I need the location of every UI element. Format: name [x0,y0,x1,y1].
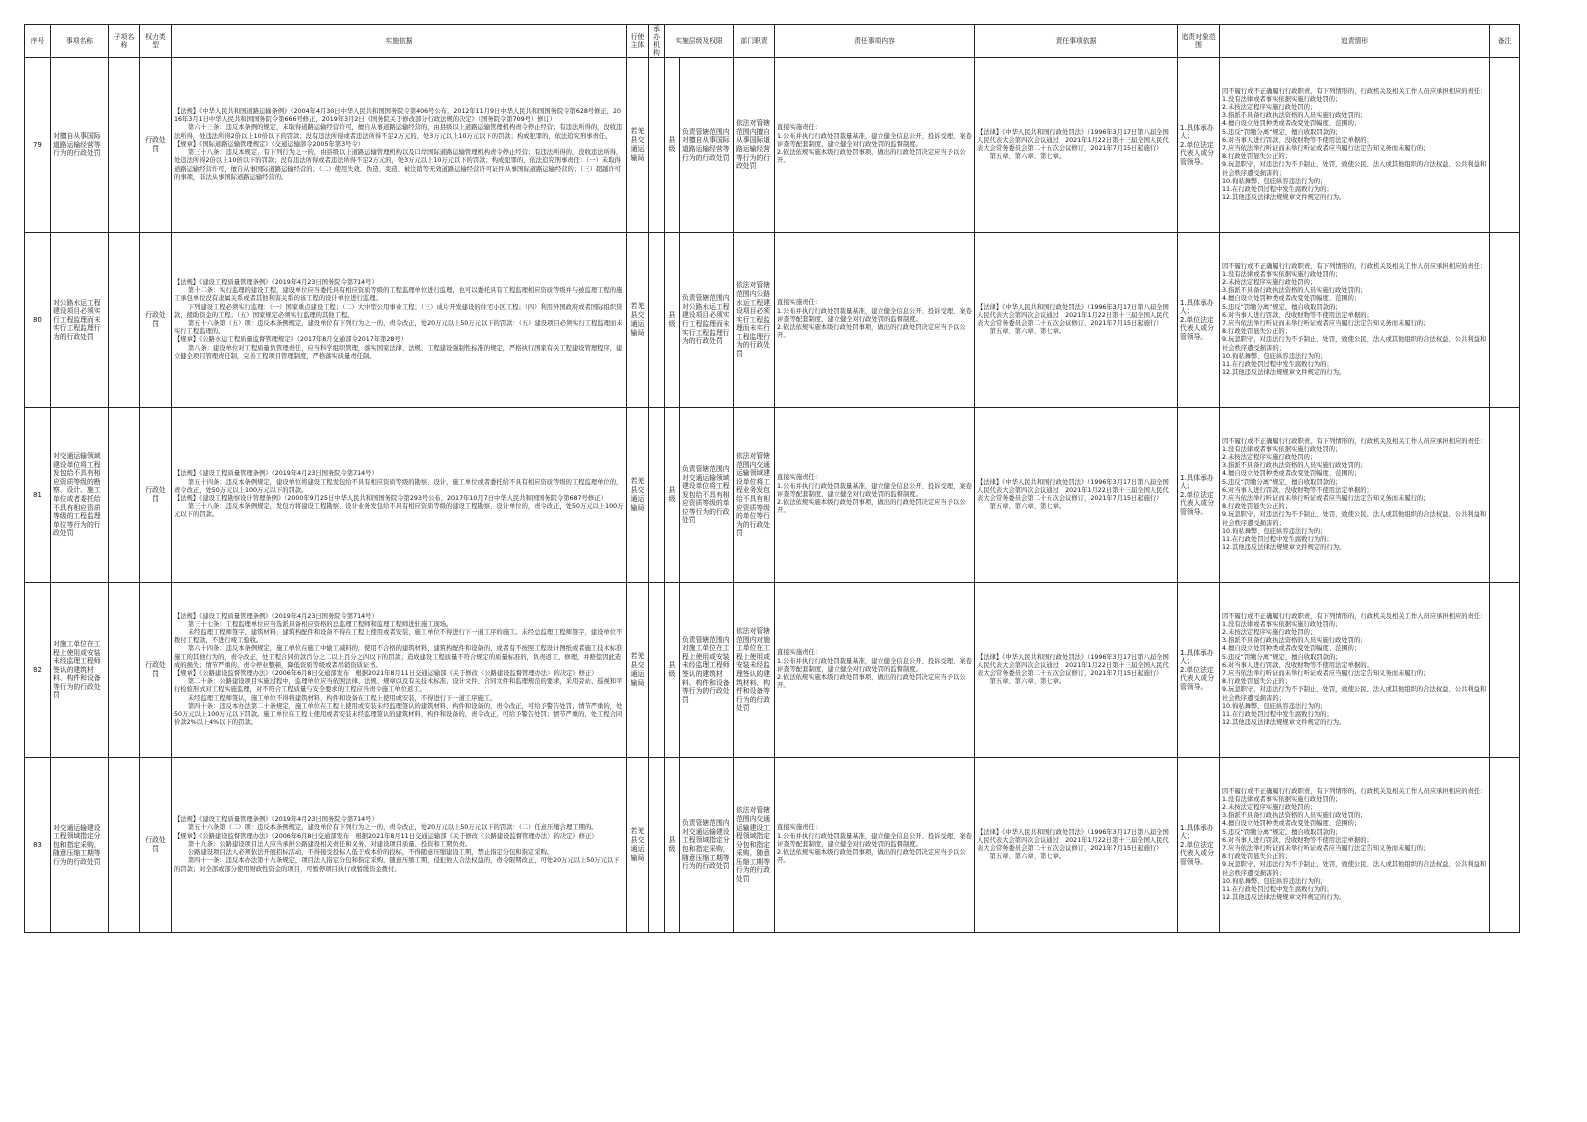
row-content: 直接实施责任： 1.公布并执行行政处罚裁量基准，建立健全信息公开、投诉受理、案卷评查等配套制度，建立健全对行政处罚的监督制度。 2.依法依规实施本级行政处罚事项，做出的行政处罚决定应当予以公开。 [775,583,975,758]
row-situation: 因不履行或不正确履行行政职责，有下列情形的，行政机关及相关工作人员应承担相应的责任： 1.没有法律或者事实依据实施行政处罚的； 2.未按法定程序实施行政处罚的； 3.指派不具备行政执法资格的人员实施行政处罚的； 4.擅自设立处罚种类或者改变处罚幅度、范围的； 5.违反“罚缴分离”规定，擅自收取罚款的； 6.对当事人进行罚款、没收财物等不使用法定单据的； 7.应当依法举行听证而未举行听证或者应当履行法定告知义务而未履行的； 8.行政处罚显失公正的； 9.玩忽职守，对违法行为不予制止、处罚，致使公民、法人或其他组织的合法权益、公共利益和社会秩序遭受损害的； 10.徇私舞弊、包庇纵容违法行为的； 11.在行政处罚过程中发生腐败行为的； 12.其他违反法律法规规章文件规定的行为。 [1220,758,1490,933]
header-subject: 行使主体 [627,25,649,58]
row-duty: 依法对管辖范围内交通运输领域建设单位将工程业务发包给不具有相应资质等级的单位等行为的行政处罚 [734,408,775,583]
row-scope: 1.具体承办人； 2.单位法定代表人或分管领导。 [1178,233,1220,408]
row-duty: 依法对管辖范围内公路水运工程建设项目必须实行工程监理而未实行工程监理行为的行政处罚 [734,233,775,408]
row-sub [109,58,140,233]
row-duty: 依法对管辖范围内对施工单位在工程上使用或安装未经监理签认的建筑材料、构件和设备等行为的行政处罚 [734,583,775,758]
basis-paragraph: 【规章】《国际道路运输管理规定》（交通运输部令2005年第3号令） [174,140,365,148]
basis-paragraph: 未经监理工程师签字，建筑材料、建筑构配件和设备不得在工程上使用或者安装，施工单位不得进行下一道工序的施工。未经总监理工程师签字，建设单位不拨付工程款，不进行竣工验收。 [174,628,623,645]
header-basis: 实施依据 [172,25,627,58]
row-seq: 82 [25,583,51,758]
table-row [25,583,1520,758]
row-scope: 1.具体承办人； 2.单位法定代表人或分管领导。 [1178,58,1220,233]
row-basis [172,58,627,233]
row-name: 对施工单位在工程上使用或安装未经监理工程师签认的建筑材料、构件和设备等行为的行政处罚 [51,583,109,758]
table-row [25,58,1520,233]
row-sub [109,408,140,583]
row-sub [109,583,140,758]
header-level: 实施层级及权限 [665,25,734,58]
row-sub [109,233,140,408]
basis-paragraph: 第十九条：公路建设项目法人应当承担公路建设相关责任和义务，对建设项目质量、投资和工期负责。 [187,840,472,848]
basis-paragraph: 【规章】《公路水运工程质量监督管理规定》（2017年8月交通部令2017年第28号） [174,336,407,344]
header-sub: 子项名称 [109,25,140,58]
row-power-type: 行政处罚 [140,233,172,408]
row-seq: 81 [25,408,51,583]
row-level-short: 县级 [665,233,680,408]
row-scope: 1.具体承办人； 2.单位法定代表人或分管领导。 [1178,408,1220,583]
row-level-short: 县级 [665,408,680,583]
row-name: 对交通运输领域建设单位将工程发包给不具有相应资质等级的勘察、设计、施工单位或者委托给不具有相应资质等级的工程监理单位等行为的行政处罚 [51,408,109,583]
table-row [25,233,1520,408]
row-name: 对交通运输建设工程领域指定分包和指定采购，随意压缩工期等行为的行政处罚 [51,758,109,933]
row-level-short: 县级 [665,758,680,933]
row-remark [1490,233,1520,408]
row-level: 负责管辖范围内对交通运输建设工程领域指定分包和指定采购，随意压缩工期等行为的行政处罚 [680,758,734,933]
row-power-type: 行政处罚 [140,58,172,233]
row-situation: 因不履行或不正确履行行政职责，有下列情形的，行政机关及相关工作人员应承担相应的责任： 1.没有法律或者事实依据实施行政处罚的； 2.未按法定程序实施行政处罚的； 3.指派不具备行政执法资格的人员实施行政处罚的； 4.擅自设立处罚种类或者改变处罚幅度、范围的； 5.违反“罚缴分离”规定，擅自收取罚款的； 6.对当事人进行罚款、没收财物等不使用法定单据的； 7.应当依法举行听证而未举行听证或者应当履行法定告知义务而未履行的； 8.行政处罚显失公正的； 9.玩忽职守，对违法行为不予制止、处罚，致使公民、法人或其他组织的合法权益、公共利益和社会秩序遭受损害的； 10.徇私舞弊、包庇纵容违法行为的； 11.在行政处罚过程中发生腐败行为的； 12.其他违反法律法规规章文件规定的行为。 [1220,408,1490,583]
row-basis [172,408,627,583]
responsibility-table [24,24,1520,933]
basis-paragraph: 【法规】《建设工程质量管理条例》（2019年4月23日国务院令第714号） [174,470,378,478]
row-resp-basis: 【法律】《中华人民共和国行政处罚法》（1996年3月17日第八届全国人民代表大会第四次会议通过 2021年1月22日第十三届全国人民代表大会常务委员会第二十五次会议修订，2021年7月15日起施行） 第五章、第六章、第七章。 [975,58,1178,233]
row-power-type: 行政处罚 [140,408,172,583]
row-subject: 若羌县交通运输局 [627,58,649,233]
header-content: 责任事项内容 [775,25,975,58]
row-org [649,758,665,933]
row-resp-basis: 【法律】《中华人民共和国行政处罚法》（1996年3月17日第八届全国人民代表大会第四次会议通过 2021年1月22日第十三届全国人民代表大会常务委员会第二十五次会议修订，2021年7月15日起施行） 第五章、第六章、第七章。 [975,233,1178,408]
basis-paragraph: 第三十八条：违反本条例规定，发包方将建设工程勘察、设计业务发包给不具有相应资质等级的建设工程勘察、设计单位的，责令改正，处50万元以上100万元以下的罚款。 [174,503,624,519]
row-subject: 若羌县交通运输局 [627,408,649,583]
row-level: 负责管辖范围内对公路水运工程建设项目必须实行工程监理而未实行工程监理行为的行政处罚 [680,233,734,408]
row-basis [172,583,627,758]
header-remark: 备注 [1490,25,1520,58]
basis-paragraph: 【法规】《中华人民共和国道路运输条例》（2004年4月30日中华人民共和国国务院令第406号公布，2012年11月9日中华人民共和国国务院令第628号修正，2016年3月1日中华人民共和国国务院令第666号修正，2019年3月2日《国务院关于修改部分行政法规的决定》（国务院令第709号）修订） [174,108,622,124]
basis-paragraph: 【法规】《建设工程质量管理条例》（2019年4月23日国务院令第714号） [174,816,378,824]
row-content: 直接实施责任： 1.公布并执行行政处罚裁量基准，建立健全信息公开、投诉受理、案卷评查等配套制度，建立健全对行政处罚的监督制度。 2.依法依规实施本级行政处罚事项，做出的行政处罚决定应当予以公开。 [775,233,975,408]
header-situation: 追责情形 [1220,25,1490,58]
basis-paragraph: 【法规】《建设工程质量管理条例》（2019年4月23日国务院令第714号） [174,612,378,620]
basis-paragraph: 【法规】《建设工程质量管理条例》（2019年4月23日国务院令第714号） [174,278,378,286]
header-power: 权力类型 [140,25,172,58]
row-resp-basis: 【法律】《中华人民共和国行政处罚法》（1996年3月17日第八届全国人民代表大会第四次会议通过 2021年1月22日第十三届全国人民代表大会常务委员会第二十五次会议修订，2021年7月15日起施行） 第五章、第六章、第七章。 [975,758,1178,933]
row-resp-basis: 【法律】《中华人民共和国行政处罚法》（1996年3月17日第八届全国人民代表大会第四次会议通过 2021年1月22日第十三届全国人民代表大会常务委员会第二十五次会议修订，2021年7月15日起施行） 第五章、第六章、第七章。 [975,408,1178,583]
row-seq: 79 [25,58,51,233]
basis-paragraph: 下列建设工程必须实行监理：（一）国家重点建设工程；（二）大中型公用事业工程；（三）成片开发建设的住宅小区工程；（四）利用外国政府或者国际组织贷款、援助资金的工程；（五）国家规定必须实行监理的其他工程。 [174,303,623,319]
row-situation: 因不履行或不正确履行行政职责，有下列情形的，行政机关及相关工作人员应承担相应的责任： 1.没有法律或者事实依据实施行政处罚的； 2.未按法定程序实施行政处罚的； 3.指派不具备行政执法资格的人员实施行政处罚的； 4.擅自设立处罚种类或者改变处罚幅度、范围的； 5.违反“罚缴分离”规定，擅自收取罚款的； 6.对当事人进行罚款、没收财物等不使用法定单据的； 7.应当依法举行听证而未举行听证或者应当履行法定告知义务而未履行的； 8.行政处罚显失公正的； 9.玩忽职守，对违法行为不予制止、处罚，致使公民、法人或其他组织的合法权益、公共利益和社会秩序遭受损害的； 10.徇私舞弊、包庇纵容违法行为的； 11.在行政处罚过程中发生腐败行为的； 12.其他违反法律法规规章文件规定的行为。 [1220,58,1490,233]
header-name: 事项名称 [51,25,109,58]
row-power-type: 行政处罚 [140,583,172,758]
basis-paragraph: 第五十四条：违反本条例规定，建设单位将建设工程发包给不具有相应资质等级的勘察、设计、施工单位或者委托给不具有相应资质等级的工程监理单位的，责令改正，处50万元以上100万元以下的罚款。 [174,478,623,494]
basis-paragraph: 第二十条：公路建设项目实施过程中，监理单位应当依照法律、法规、规章以及有关技术标准、设计文件、合同文件和监理规范的要求，采用旁站、巡视和平行检验形式对工程实施监理，对不符合工程质量与安全要求的工程应当责令施工单位返工。 [174,678,623,694]
basis-paragraph: 第八条：建设单位对工程质量负管理责任，应当科学组织管理，落实国家法律、法规、工程建设强制性标准的规定，严格执行国家有关工程建设管理程序，建立健全项目管理责任制，完善工程项目管理制度，严格落实质量责任制。 [174,344,623,360]
row-situation: 因不履行或不正确履行行政职责，有下列情形的，行政机关及相关工作人员应承担相应的责任： 1.没有法律或者事实依据实施行政处罚的； 2.未按法定程序实施行政处罚的； 3.指派不具备行政执法资格的人员实施行政处罚的； 4.擅自设立处罚种类或者改变处罚幅度、范围的； 5.违反“罚缴分离”规定，擅自收取罚款的； 6.对当事人进行罚款、没收财物等不使用法定单据的； 7.应当依法举行听证而未举行听证或者应当履行法定告知义务而未履行的； 8.行政处罚显失公正的； 9.玩忽职守，对违法行为不予制止、处罚，致使公民、法人或其他组织的合法权益、公共利益和社会秩序遭受损害的； 10.徇私舞弊、包庇纵容违法行为的； 11.在行政处罚过程中发生腐败行为的； 12.其他违反法律法规规章文件规定的行为。 [1220,583,1490,758]
row-basis [172,233,627,408]
header-seq: 序号 [25,25,51,58]
row-duty: 依法对管辖范围内擅自从事国际道路运输经营等行为的行政处罚 [734,58,775,233]
row-duty: 依法对管辖范围内交通运输建设工程领域指定分包和指定采购，随意压缩工期等行为的行政处罚 [734,758,775,933]
basis-paragraph: 【规章】《公路建设监督管理办法》（2006年6月8日交通部发布 根据2021年8月11日交通运输部《关于修改〈公路建设监督管理办法〉的决定》修正） [174,832,598,840]
basis-paragraph: 第四十一条：违反本办法第十九条规定，项目法人指定分包和指定采购，随意压缩工期，侵犯他人合法权益的，责令限期改正，可处20万元以上50万元以下的罚款；对全部或部分使用财政性资金的项目，可暂停项目执行或暂缓资金拨付。 [174,857,620,873]
row-org [649,233,665,408]
row-scope: 1.具体承办人； 2.单位法定代表人或分管领导。 [1178,758,1220,933]
row-situation: 因不履行或不正确履行行政职责，有下列情形的，行政机关及相关工作人员应承担相应的责任： 1.没有法律或者事实依据实施行政处罚的； 2.未按法定程序实施行政处罚的； 3.指派不具备行政执法资格的人员实施行政处罚的； 4.擅自设立处罚种类或者改变处罚幅度、范围的； 5.违反“罚缴分离”规定，擅自收取罚款的； 6.对当事人进行罚款、没收财物等不使用法定单据的； 7.应当依法举行听证而未举行听证或者应当履行法定告知义务而未履行的； 8.行政处罚显失公正的； 9.玩忽职守，对违法行为不予制止、处罚，致使公民、法人或其他组织的合法权益、公共利益和社会秩序遭受损害的； 10.徇私舞弊、包庇纵容违法行为的； 11.在行政处罚过程中发生腐败行为的； 12.其他违反法律法规规章文件规定的行为。 [1220,233,1490,408]
basis-paragraph: 第六十四条：违反本条例规定，施工单位在施工中偷工减料的，使用不合格的建筑材料、建筑构配件和设备的，或者有不按照工程设计图纸或者施工技术标准施工的其他行为的，责令改正，处工程合同价款百分之二以上百分之四以下的罚款；造成建设工程质量不符合规定的质量标准的，负责返工、修理，并赔偿因此造成的损失；情节严重的，责令停业整顿，降低资质等级或者吊销资质证书。 [174,645,623,669]
row-content: 直接实施责任： 1.公布并执行行政处罚裁量基准，建立健全信息公开、投诉受理、案卷评查等配套制度，建立健全对行政处罚的监督制度。 2.依法依规实施本级行政处罚事项，做出的行政处罚决定应当予以公开。 [775,408,975,583]
basis-paragraph: 第三十七条：工程监理单位应当选派具备相应资格的总监理工程师和监理工程师进驻施工现场。 [187,620,453,628]
row-level: 负责管辖范围内对擅自从事国际道路运输经营等行为的行政处罚 [680,58,734,233]
row-sub [109,758,140,933]
header-row [25,25,1520,58]
row-org [649,58,665,233]
header-org: 承办机构 [649,25,665,58]
basis-paragraph: 【法规】《建设工程勘察设计管理条例》（2000年9月25日中华人民共和国国务院令第293号公布，2017年10月7日中华人民共和国国务院令第687号修正） [174,495,607,502]
basis-paragraph: 未经监理工程师签认，施工单位不得将建筑材料、构件和设备在工程上使用或安装，不得进行下一道工序施工。 [187,694,497,702]
table-row [25,408,1520,583]
row-resp-basis: 【法律】《中华人民共和国行政处罚法》（1996年3月17日第八届全国人民代表大会第四次会议通过 2021年1月22日第十三届全国人民代表大会常务委员会第二十五次会议修订，2021年7月15日起施行） 第五章、第六章、第七章。 [975,583,1178,758]
row-level-short: 县级 [665,583,680,758]
row-org [649,583,665,758]
row-name: 对公路水运工程建设项目必须实行工程监理而未实行工程监理行为的行政处罚 [51,233,109,408]
row-remark [1490,58,1520,233]
header-duty: 部门职责 [734,25,775,58]
basis-paragraph: 第十二条：实行监理的建设工程，建设单位应当委托具有相应资质等级的工程监理单位进行监理，也可以委托具有工程监理相应资质等级并与被监理工程的施工承包单位没有隶属关系或者其他利害关系的该工程的设计单位进行监理。 [174,287,623,303]
row-org [649,408,665,583]
row-seq: 83 [25,758,51,933]
basis-paragraph: 公路建设项目法人必须依法开展招标活动，不得接受投标人低于成本价的投标，不得随意压缩建设工期，禁止指定分包和指定采购。 [187,849,554,857]
row-level-short: 县级 [665,58,680,233]
row-remark [1490,583,1520,758]
basis-paragraph: 第五十六条第（五）项：违反本条例规定，建设单位有下列行为之一的，责令改正，处20万元以上50万元以下的罚款：（五）建设项目必须实行工程监理而未实行工程监理的。 [174,320,623,336]
row-level: 负责管辖范围内对交通运输领域建设单位将工程发包给不具有相应资质等级的单位等行为的行政处罚 [680,408,734,583]
basis-paragraph: 【规章】《公路建设监督管理办法》（2006年6月8日交通部发布 根据2021年8月11日交通运输部《关于修改〈公路建设监督管理办法〉的决定》修正） [174,670,598,677]
basis-paragraph: 第三十八条：违反本规定，有下列行为之一的，由县级以上道路运输管理机构以及口岸国际道路运输管理机构责令停止经营；有违法所得的，没收违法所得，处违法所得2倍以上10倍以下的罚款；没有违法所得或者违法所得不足2万元的，处3万元以上10万元以下的罚款；构成犯罪的，依法追究刑事责任：（一）未取得道路运输经营许可，擅自从事国际道路运输经营的；（二）使用失效、伪造、变造、被注销等无效道路运输经营许可证件从事国际道路运输经营的；（三）超越许可的事项，非法从事国际道路运输经营的。 [174,149,623,181]
row-name: 对擅自从事国际道路运输经营等行为的行政处罚 [51,58,109,233]
row-subject: 若羌县交通运输局 [627,233,649,408]
row-content: 直接实施责任： 1.公布并执行行政处罚裁量基准，建立健全信息公开、投诉受理、案卷评查等配套制度，建立健全对行政处罚的监督制度。 2.依法依规实施本级行政处罚事项，做出的行政处罚决定应当予以公开。 [775,58,975,233]
basis-paragraph: 第四十条：违反本办法第二十条规定，施工单位在工程上使用或安装未经监理签认的建筑材料、构件和设备的，责令改正，可给予警告处罚；情节严重的，处50万元以上100万元以下罚款。施工单位在工程上使用或者安装未经监理签认的建筑材料、构件和设备的，责令改正，可给予警告处罚；情节严重的，处工程合同价款2%以上4%以下的罚款。 [174,702,623,727]
header-resp-basis: 责任事项依据 [975,25,1178,58]
basis-paragraph: 第六十三条：违反本条例的规定，未取得道路运输经营许可，擅自从事道路运输经营的，由县级以上道路运输管理机构责令停止经营；有违法所得的，没收违法所得，处违法所得2倍以上10倍以下的罚款；没有违法所得或者违法所得不足2万元的，处3万元以上10万元以下的罚款；构成犯罪的，依法追究刑事责任。 [174,124,623,140]
row-remark [1490,758,1520,933]
row-basis [172,758,627,933]
row-subject: 若羌县交通运输局 [627,758,649,933]
basis-paragraph: 第五十六条第（二）项：违反本条例规定，建设单位有下列行为之一的，责令改正，处20万元以上50万元以下的罚款：（二）任意压缩合理工期的。 [187,824,598,832]
table-row [25,758,1520,933]
row-remark [1490,408,1520,583]
header-scope: 追责对象范围 [1178,25,1220,58]
row-power-type: 行政处罚 [140,758,172,933]
row-content: 直接实施责任： 1.公布并执行行政处罚裁量基准，建立健全信息公开、投诉受理、案卷评查等配套制度，建立健全对行政处罚的监督制度。 2.依法依规实施本级行政处罚事项，做出的行政处罚决定应当予以公开。 [775,758,975,933]
row-seq: 80 [25,233,51,408]
row-scope: 1.具体承办人； 2.单位法定代表人或分管领导。 [1178,583,1220,758]
row-subject: 若羌县交通运输局 [627,583,649,758]
row-level: 负责管辖范围内对施工单位在工程上使用或安装未经监理工程师签认的建筑材料、构件和设备等行为的行政处罚 [680,583,734,758]
